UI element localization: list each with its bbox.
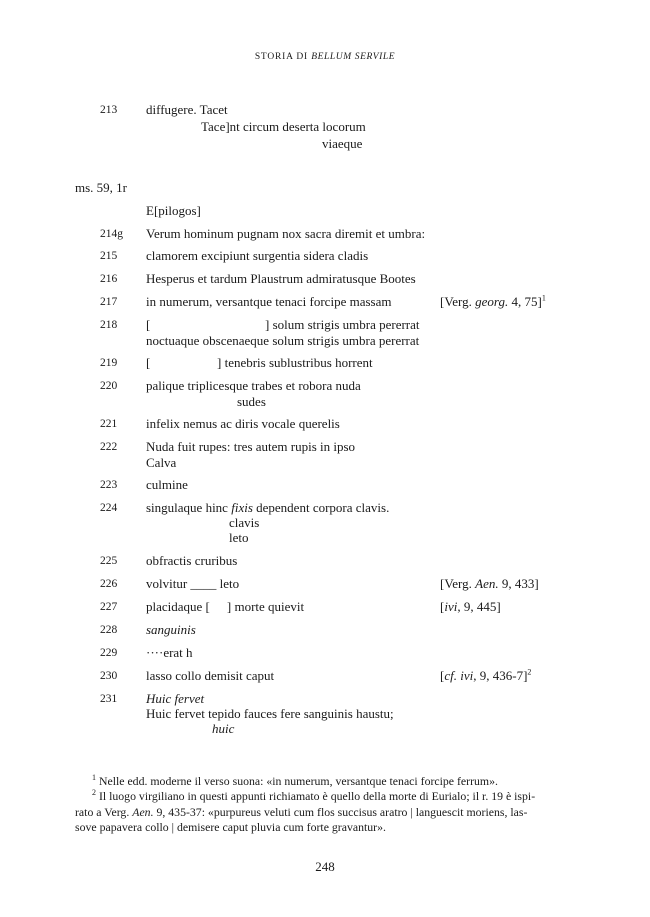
source-reference: [Verg. georg. 4, 75]$^1$ (440, 293, 546, 309)
footnote-1: $^1$ Nelle edd. moderne il verso suona: «in numerum, versantque tenaci forcipe ferrum». (92, 773, 498, 788)
page-number: 248 (315, 859, 335, 874)
section-heading: E[pilogos] (146, 203, 201, 218)
verse-variant: huic (212, 721, 235, 736)
verse-line: singulaque hinc fixis dependent corpora clavis. (146, 500, 390, 515)
line-number: 219 (100, 357, 118, 369)
verse-line: palique triplicesque trabes et robora nuda (146, 378, 361, 393)
line-number: 224 (100, 502, 118, 514)
verse-line: Verum hominum pugnam nox sacra diremit et umbra: (146, 226, 426, 241)
line-number: 228 (100, 624, 118, 636)
line-number: 217 (100, 296, 118, 308)
verse-variant: Huic fervet (146, 691, 205, 706)
line-number: 214g (100, 228, 123, 240)
verse-line: sanguinis (146, 622, 196, 637)
verse-line: infelix nemus ac diris vocale querelis (146, 416, 340, 431)
header-title: BELLUM SERVILE (311, 52, 396, 62)
header-prefix: STORIA DI (254, 52, 312, 62)
line-number: 220 (100, 380, 118, 392)
blank: ____ (190, 576, 217, 591)
line-number: 227 (100, 601, 118, 613)
verse-line: ] tenebris sublustribus horrent (217, 355, 373, 370)
line-number: 213 (100, 104, 118, 116)
verse-line: ····erat h (146, 645, 193, 660)
verse-line: clamorem excipiunt surgentia sidera cladis (146, 248, 369, 263)
verse-line: culmine (146, 477, 188, 492)
bracket-open: [ (146, 355, 151, 370)
line-number: 222 (100, 441, 118, 453)
verse-variant: sudes (237, 394, 266, 409)
verse-variant: Calva (146, 455, 177, 470)
line-number: 223 (100, 479, 118, 491)
source-reference: [Verg. Aen. 9, 433] (440, 576, 539, 591)
verse-line: obfractis cruribus (146, 553, 238, 568)
line-number: 215 (100, 250, 118, 262)
manuscript-reference: ms. 59, 1r (75, 180, 127, 195)
footnote-marker: 1 (541, 293, 546, 303)
verse-variant: noctuaque obscenaeque solum strigis umbra pererrat (146, 333, 420, 348)
verse-variant: clavis (229, 515, 260, 530)
verse-variant: viaeque (322, 136, 363, 151)
footnote-2: $^2$ Il luogo virgiliano in questi appunti richiamato è quello della morte di Eurialo; il r. 19 è ispi- rato a Verg. Aen. 9, 435-37: «purpureus veluti cum flos succisus aratro | languescit moriens, las- sove papavera collo | demisere caput pluvia cum forte gravantur». (75, 788, 536, 834)
verse-line: Nuda fuit rupes: tres autem rupis in ipso (146, 439, 356, 454)
line-number: 226 (100, 578, 118, 590)
footnote-mark: 2 (92, 788, 96, 798)
verse-line: volvitur ____ leto (146, 576, 240, 591)
line-number: 225 (100, 555, 118, 567)
line-number: 229 (100, 647, 118, 659)
line-number: 231 (100, 693, 118, 705)
footnote-marker: 2 (527, 667, 532, 677)
verse-line: ] solum strigis umbra pererrat (265, 317, 420, 332)
verse-line: placidaque [ ] morte quievit (146, 599, 305, 614)
line-number: 221 (100, 418, 118, 430)
verse-line: in numerum, versantque tenaci forcipe massam (146, 294, 392, 309)
line-number: 230 (100, 670, 118, 682)
verse-line: diffugere. Tacet (146, 102, 228, 117)
footnote-mark: 1 (92, 773, 96, 783)
verse-line: Huic fervet tepido fauces fere sanguinis haustu; (146, 706, 394, 721)
verse-line: Hesperus et tardum Plaustrum admiratusque Bootes (146, 271, 416, 286)
line-number: 216 (100, 273, 118, 285)
bracket-open: [ (146, 317, 151, 332)
source-reference: [ivi, 9, 445] (440, 599, 501, 614)
source-reference: [cf. ivi, 9, 436-7]$^2$ (440, 667, 532, 683)
running-header (0, 52, 650, 62)
line-number: 218 (100, 319, 118, 331)
verse-line: lasso collo demisit caput (146, 668, 275, 683)
verse-variant: leto (229, 530, 249, 545)
verse-variant: Tace]nt circum deserta locorum (201, 119, 366, 134)
